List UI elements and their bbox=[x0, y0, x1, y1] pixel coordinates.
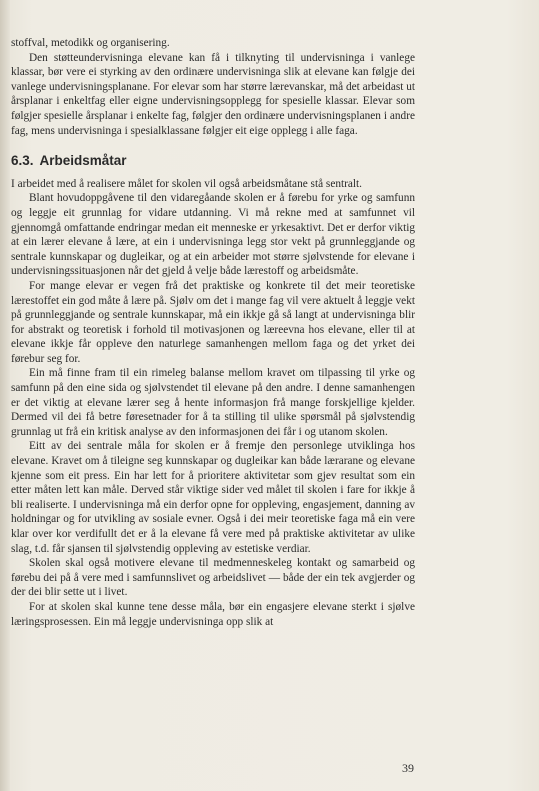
paragraph: Ein må finne fram til ein rimeleg balanse mellom kravet om tilpassing til yrke og samfunn på den eine sida og sjølvstendet til elevane på den andre. I denne samanhengen er det viktig at elevane lærer seg å hente informasjon frå mange forskjellige kjelder. Dermed vil dei få betre føresetnader for å ta stilling til ulike spørsmål på sjølvstendig grunnlag ut frå ein kritisk analyse av den informasjonen dei får i og utanom skolen. bbox=[11, 367, 415, 438]
paragraph: For at skolen skal kunne tene desse måla, bør ein engasjere elevane sterkt i sjølve læringsprosessen. Ein må leggje undervisninga opp slik at bbox=[11, 600, 415, 628]
paragraph: Blant hovudoppgåvene til den vidaregåande skolen er å førebu for yrke og samfunn og leggje eit grunnlag for vidare utdanning. Vi må rekne med at samfunnet vil gjennomgå omfattande endringar medan eit menneske er yrkesaktivt. Det er derfor viktig at ein lærer elevane å lære, at ein i undervisninga legg stor vekt på grunnleggjande og sentrale kunnskapar og dugleikar, og at ein arbeider mot større sjølvstende for elevane i undervisningssituasjonen når det gjeld å velje både lærestoff og arbeidsmåte. bbox=[11, 192, 415, 278]
paragraph: Den støtteundervisninga elevane kan få i tilknyting til undervisninga i vanlege klassar, bør vere ei styrking av den ordinære undervisninga slik at elevane kan følgje dei vanlege undervisningsplanane. For elevar som har større lærevanskar, må det arbeidast ut årsplanar i enkeltfag eller eigne undervisningsopplegg for spesielle klassar. Elevar som følgjer spesielle årsplanar i enkelte fag, følgjer den ordinære undervisningsplanen i andre fag, mens undervisninga i spesialklassane følgjer eit eige opplegg i alle faga. bbox=[11, 51, 415, 137]
page-spine-shadow bbox=[0, 0, 10, 791]
page-body bbox=[11, 36, 415, 629]
page-number: 39 bbox=[402, 761, 414, 775]
paragraph: Skolen skal også motivere elevane til medmenneskeleg kontakt og samarbeid og førebu dei på å vere med i samfunnslivet og arbeidslivet — både der ein tek avgjerder og der dei blir sette ut i livet. bbox=[11, 557, 415, 599]
section-number: 6.3. bbox=[11, 153, 34, 169]
section-heading bbox=[11, 154, 415, 169]
paragraph: For mange elevar er vegen frå det praktiske og konkrete til det meir teoretiske lærestoffet ein god måte å lære på. Sjølv om det i mange fag vil vere aktuelt å leggje vekt på grunnleggjande og sentrale kunnskapar, må ein ikkje gå så langt at undervisninga blir for abstrakt og teoretisk i forhold til motivasjonen og læreevna hos elevane, eller til at elevane ikkje får oppleve den naturlege samanhengen mellom faga og det yrket dei førebur seg for. bbox=[11, 279, 415, 365]
section-title: Arbeidsmåtar bbox=[39, 153, 127, 169]
paragraph-fragment: stoffval, metodikk og organisering. bbox=[11, 37, 170, 49]
paragraph: Eitt av dei sentrale måla for skolen er å fremje den personlege utviklinga hos elevane. Kravet om å tileigne seg kunnskapar og dugleikar kan både lærarane og elevane kjenne som eit press. Ein har lett for å prioritere aktivitetar som gjev resultat som ein etter måten lett kan måle. Derved står viktige sider ved målet til skolen i fare for ikkje å bli realiserte. I undervisninga må ein derfor opne for oppleving, engasjement, danning av holdningar og for utvikling av sosiale evner. Også i dei meir teoretiske faga må ein vere klar over kor verdifullt det er å la elevane få vere med på praktiske aktivitetar av ulike slag, t.d. får sjansen til sjølvstendig oppleving av estetiske verdiar. bbox=[11, 440, 415, 555]
paragraph: I arbeidet med å realisere målet for skolen vil også arbeidsmåtane stå sentralt. bbox=[11, 177, 363, 190]
